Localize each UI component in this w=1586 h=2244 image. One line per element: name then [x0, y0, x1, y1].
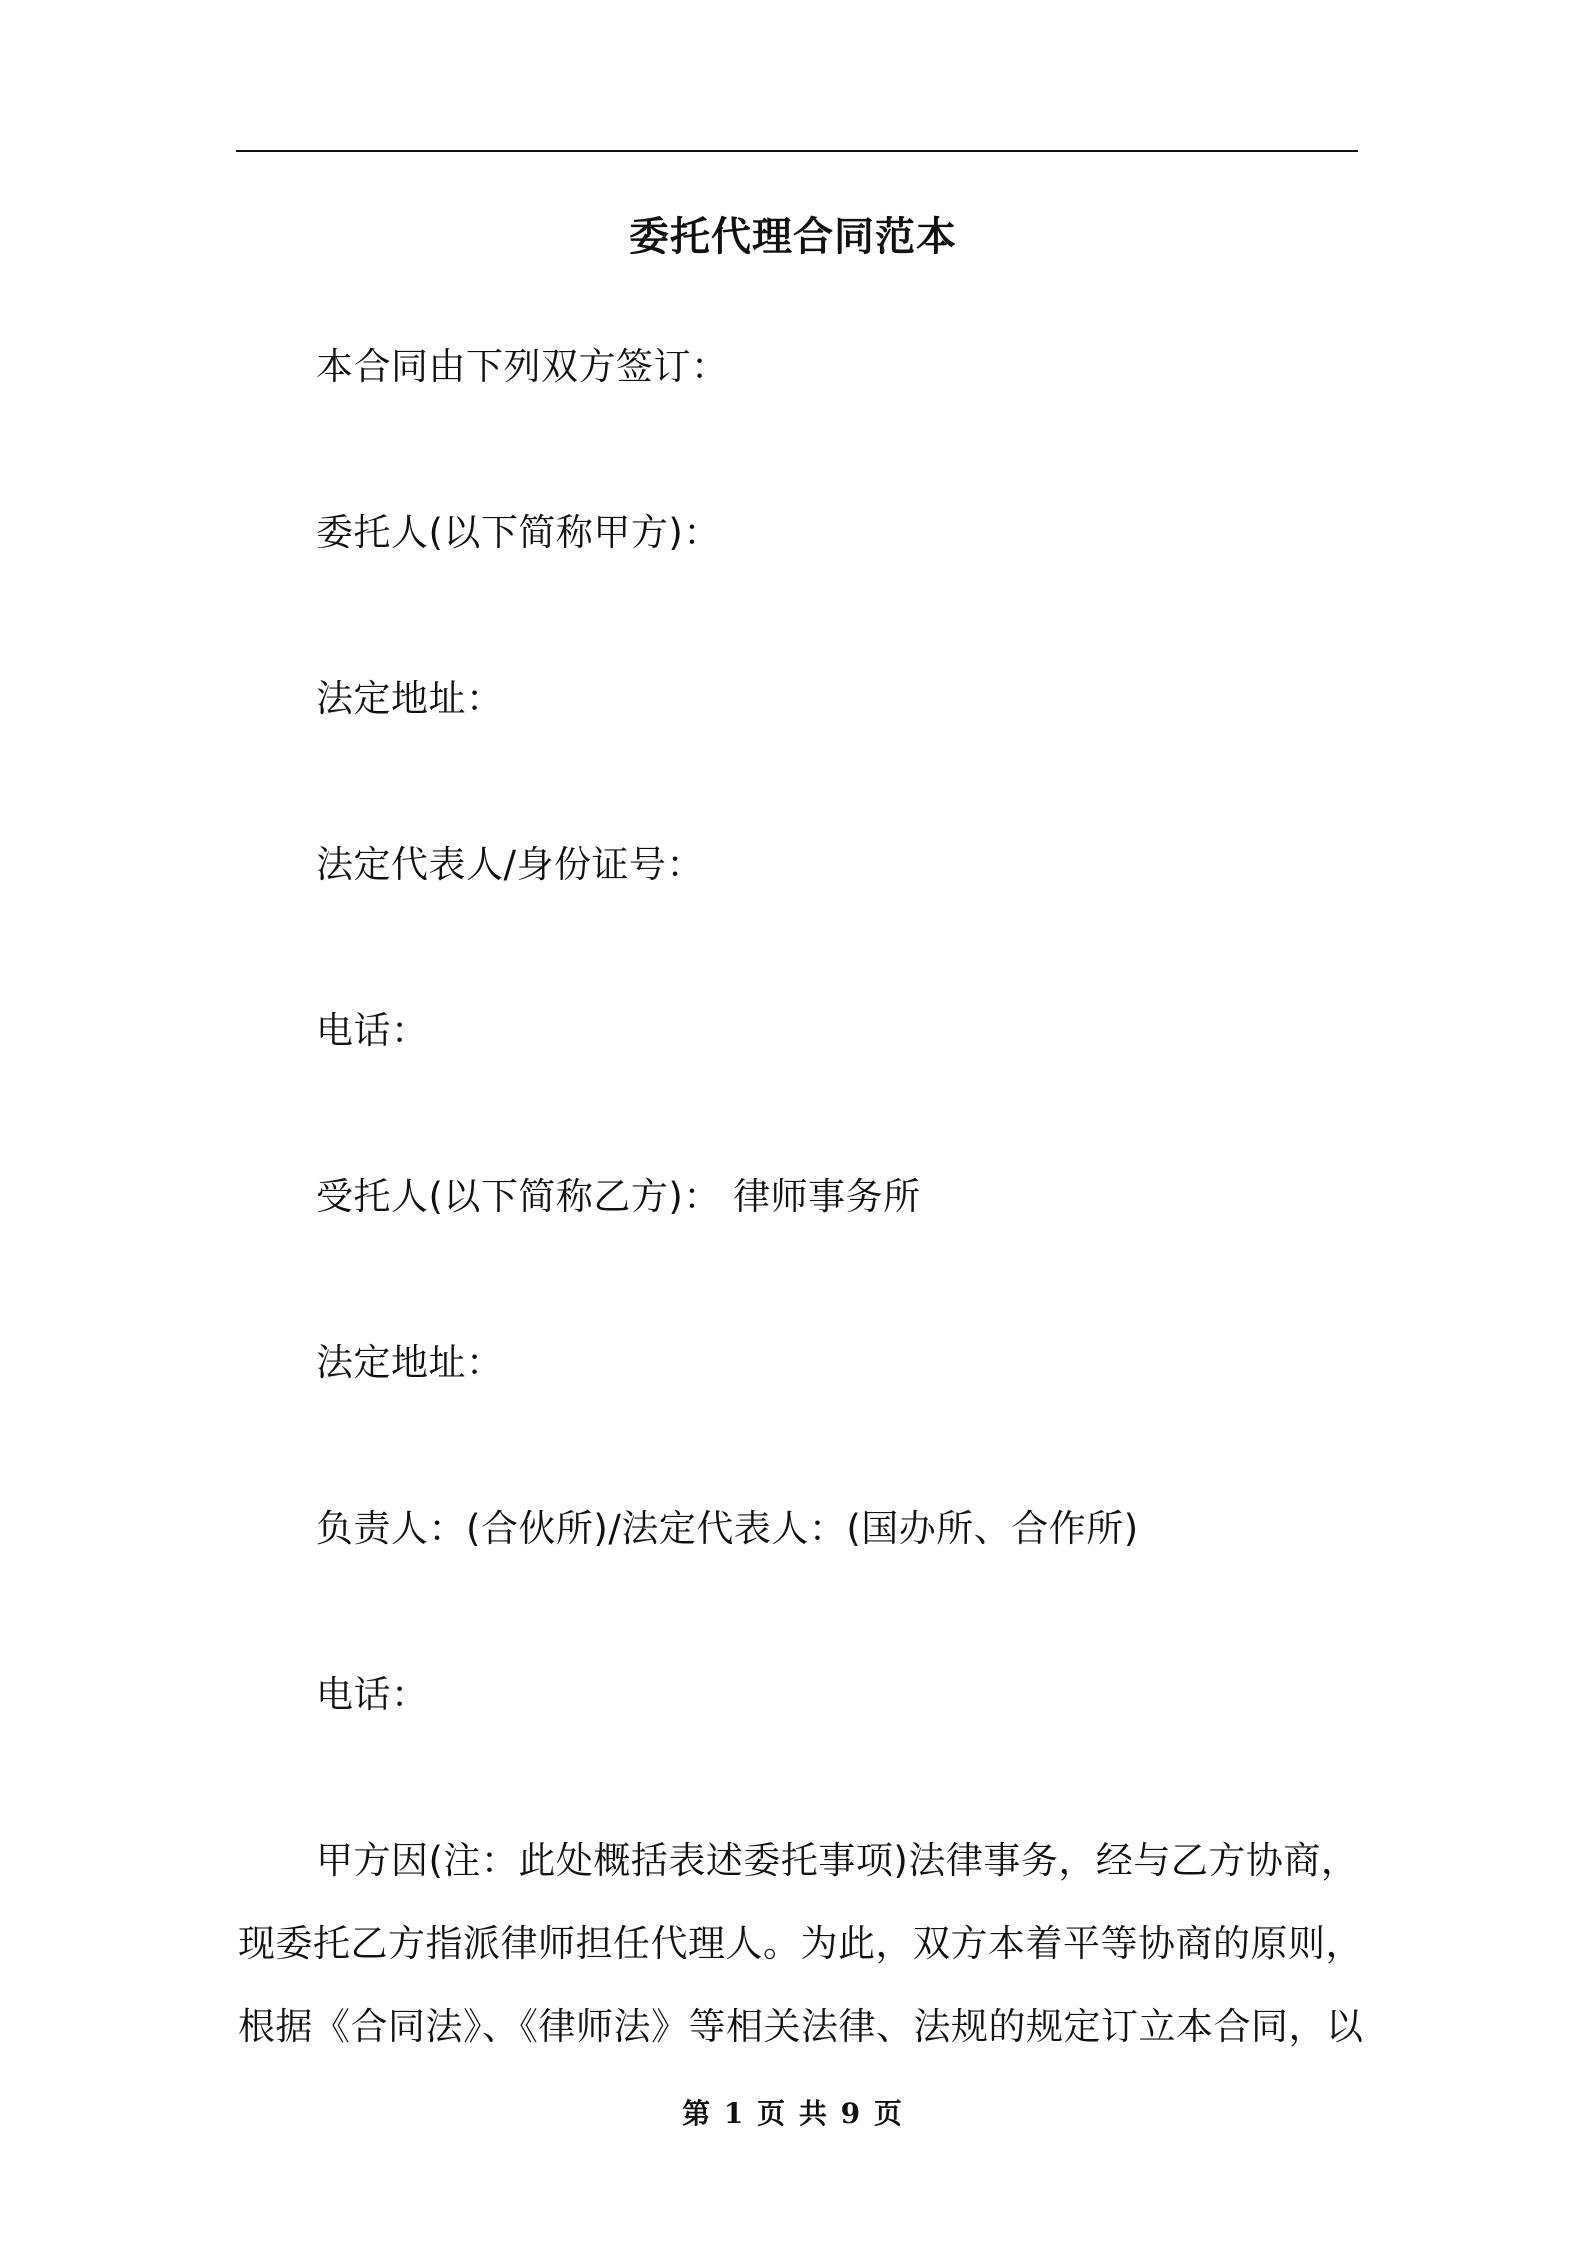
paragraph-line: 根据《合同法》、《律师法》等相关法律、法规的规定订立本合同，以 — [238, 2005, 1364, 2048]
principal-field: 委托人(以下简称甲方)： — [316, 511, 721, 554]
agent-phone-field: 电话： — [316, 1673, 429, 1716]
paragraph-line: 甲方因(注：此处概括表述委托事项)法律事务，经与乙方协商， — [316, 1839, 1359, 1882]
agent-field: 受托人(以下简称乙方)： 律师事务所 — [316, 1175, 921, 1218]
intro-line: 本合同由下列双方签订： — [316, 345, 729, 388]
page-number: 第 1 页 共 9 页 — [682, 2097, 904, 2130]
principal-address-field: 法定地址： — [316, 677, 504, 720]
document-title: 委托代理合同范本 — [629, 214, 957, 260]
header-rule — [236, 150, 1358, 152]
principal-representative-id-field: 法定代表人/身份证号： — [316, 843, 704, 886]
agent-address-field: 法定地址： — [316, 1341, 504, 1384]
agent-responsible-person-field: 负责人：(合伙所)/法定代表人：(国办所、合作所) — [316, 1507, 1139, 1550]
paragraph-line: 现委托乙方指派律师担任代理人。为此，双方本着平等协商的原则， — [238, 1922, 1363, 1965]
principal-phone-field: 电话： — [316, 1009, 429, 1052]
